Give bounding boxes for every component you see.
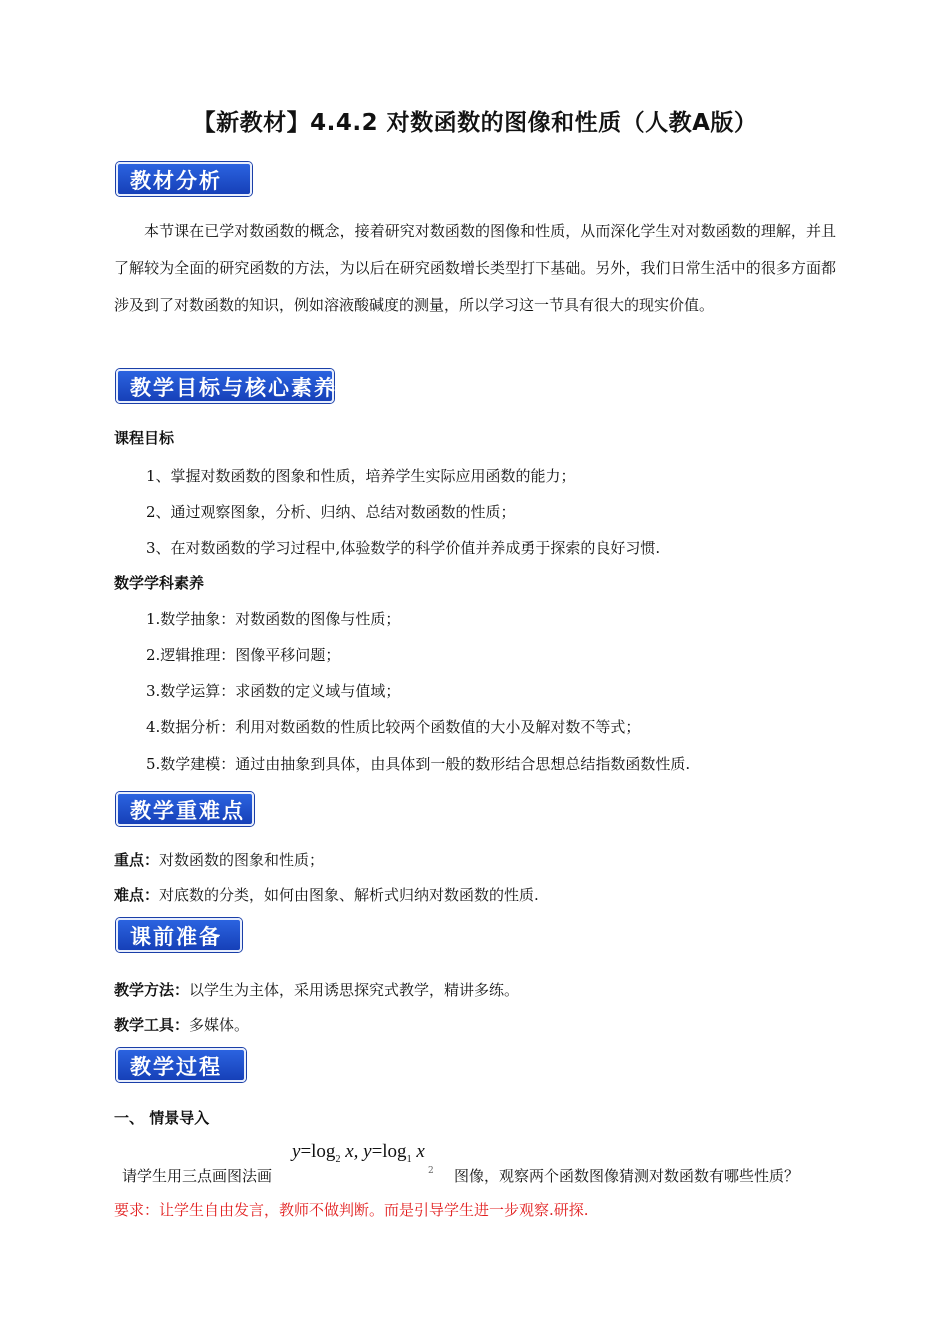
course-goal-item: 3、在对数函数的学习过程中,体验数学的科学价值并养成勇于探索的良好习惯. — [146, 539, 661, 557]
literacy-heading: 数学学科素养 — [114, 574, 205, 592]
requirement-note: 要求：让学生自由发言，教师不做判断。而是引导学生进一步观察.研探. — [114, 1201, 589, 1219]
analysis-paragraph — [114, 213, 836, 324]
section-badge-prep: 课前准备 — [116, 918, 242, 952]
prompt-after-formula: 图像，观察两个函数图像猜测对数函数有哪些性质？ — [454, 1167, 800, 1185]
key-point-label: 重点： — [114, 851, 160, 869]
log-function-formula: $y=\log_2$ x, $y=\log_1$ x — [292, 1141, 425, 1165]
section-badge-process: 教学过程 — [116, 1048, 246, 1082]
page-title: 【新教材】4.4.2 对数函数的图像和性质（人教A版） — [192, 110, 758, 136]
literacy-item: 5.数学建模：通过由抽象到具体，由具体到一般的数形结合思想总结指数函数性质. — [146, 755, 691, 773]
teaching-method-label: 教学方法： — [114, 981, 190, 999]
teaching-tool-label: 教学工具： — [114, 1016, 190, 1034]
course-goal-item: 1、掌握对数函数的图象和性质，培养学生实际应用函数的能力； — [146, 467, 576, 485]
teaching-method-text: 以学生为主体，采用诱思探究式教学，精讲多练。 — [189, 981, 520, 999]
prompt-before-formula: 请学生用三点画图法画 — [122, 1167, 273, 1185]
log-base-fraction-denominator: 2 — [428, 1166, 434, 1176]
analysis-text: 本节课在已学对数函数的概念，接着研究对数函数的图像和性质，从而深化学生对对数函数的理解，并且了解较为全面的研究函数的方法，为以后在研究函数增长类型打下基础。另外，我们日常生活中的很多方面都涉及到了对数函数的知识，例如溶液酸碱度的测量，所以学习这一节具有很大的现实价值。 — [114, 222, 836, 314]
section-badge-key-points: 教学重难点 — [116, 792, 254, 826]
teaching-tool-line — [114, 1015, 249, 1035]
course-goal-item: 2、通过观察图象，分析、归纳、总结对数函数的性质； — [146, 503, 516, 521]
course-goals-heading: 课程目标 — [114, 429, 175, 447]
section-badge-goals: 教学目标与核心素养 — [116, 369, 334, 403]
teaching-tool-text: 多媒体。 — [189, 1016, 250, 1034]
literacy-item: 1.数学抽象：对数函数的图像与性质； — [146, 610, 401, 628]
difficulty-text: 对底数的分类，如何由图象、解析式归纳对数函数的性质. — [159, 886, 539, 904]
difficulty-line — [114, 885, 539, 905]
scenario-intro-heading: 一、 情景导入 — [114, 1109, 210, 1127]
literacy-item: 3.数学运算：求函数的定义域与值域； — [146, 682, 401, 700]
difficulty-label: 难点： — [114, 886, 160, 904]
literacy-item: 4.数据分析：利用对数函数的性质比较两个函数值的大小及解对数不等式； — [146, 718, 641, 736]
literacy-item: 2.逻辑推理：图像平移问题； — [146, 646, 341, 664]
key-point-line — [114, 850, 324, 870]
key-point-text: 对数函数的图象和性质； — [159, 851, 325, 869]
teaching-method-line — [114, 980, 519, 1000]
section-badge-analysis: 教材分析 — [116, 162, 252, 196]
